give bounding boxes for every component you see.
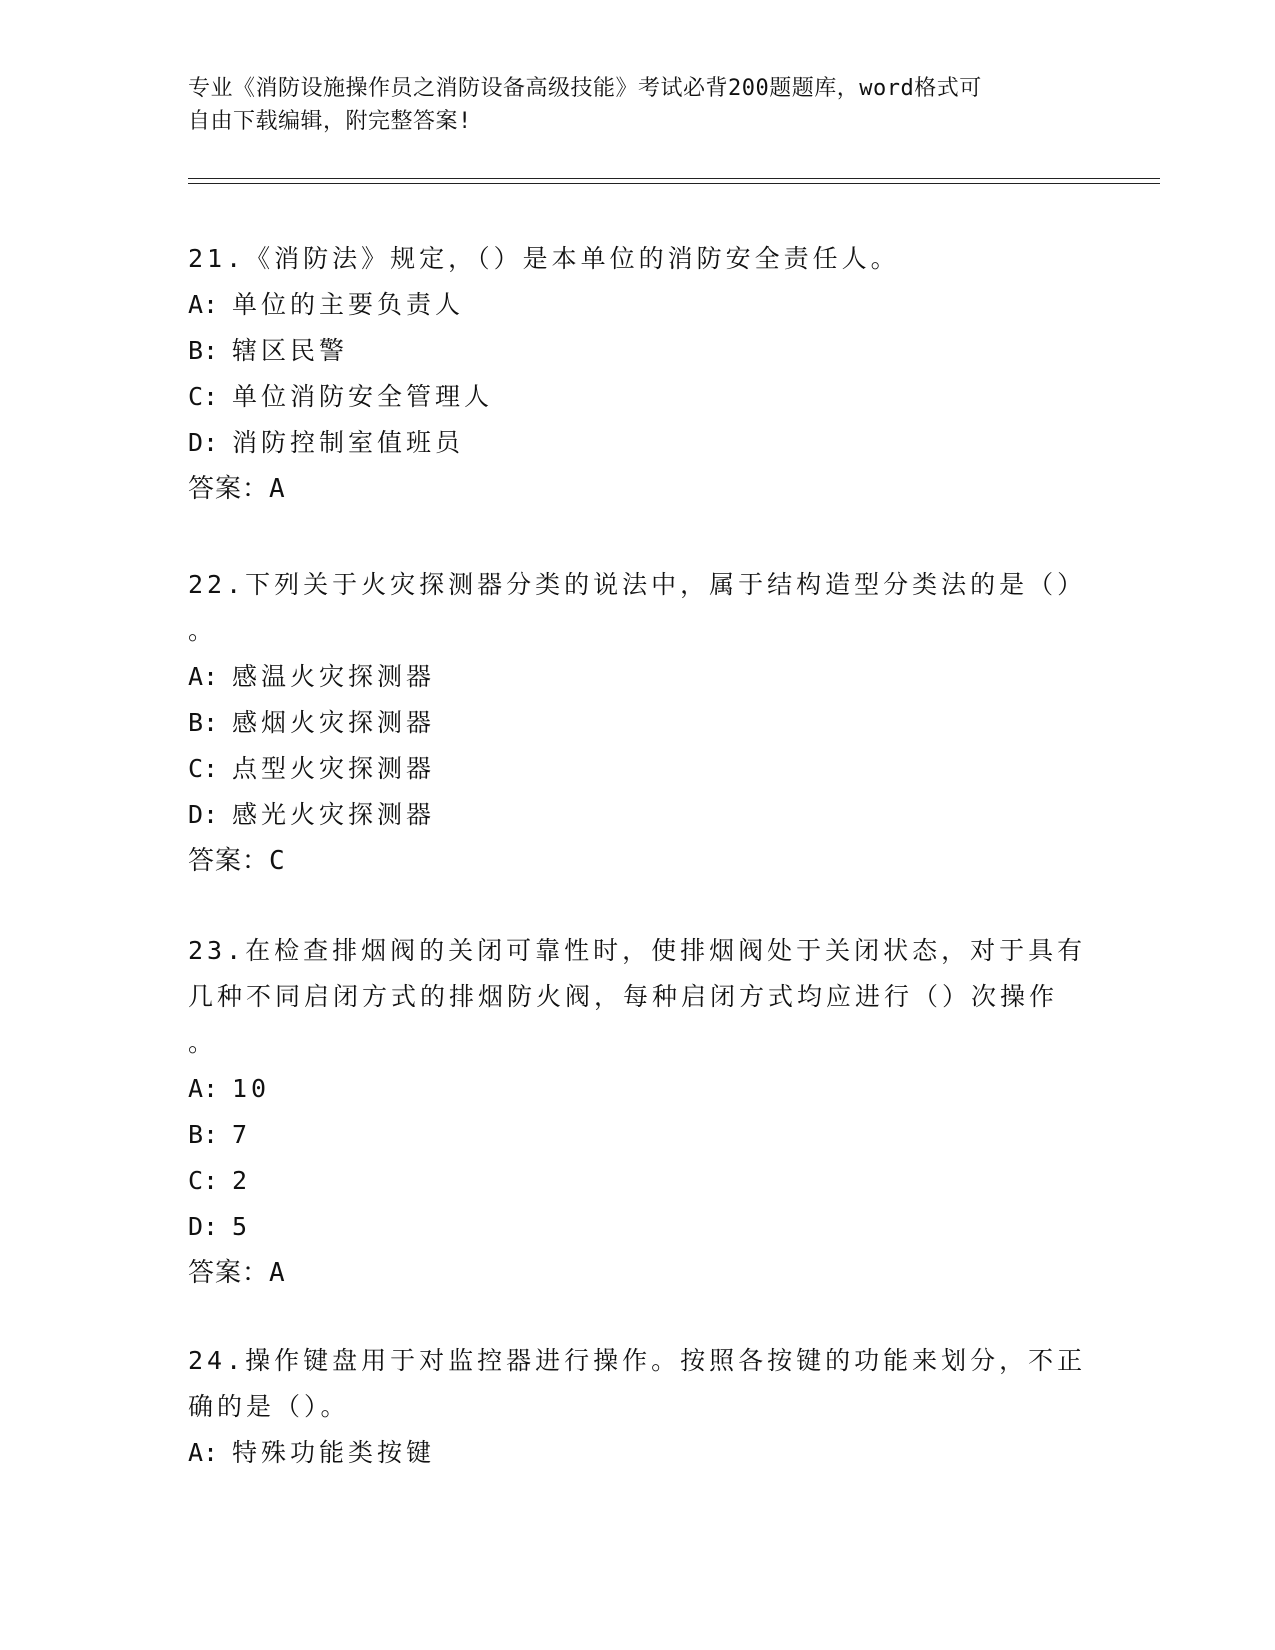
answer-value: C [269,846,286,876]
answer-line [188,838,1088,884]
option-text: 消防控制室值班员 [232,428,465,457]
option-a [188,654,1088,700]
question-stem-line: 。 [188,1028,218,1057]
option-text: 点型火灾探测器 [232,754,436,783]
question-stem-line: 23.在检查排烟阀的关闭可靠性时，使排烟阀处于关闭状态，对于具有 [188,936,1087,965]
option-key: C: [188,754,219,783]
option-key: B: [188,336,219,365]
option-d [188,420,1088,466]
question-stem-line: 21.《消防法》规定，（）是本单位的消防安全责任人。 [188,244,900,273]
option-d [188,1204,1088,1250]
option-text: 单位消防安全管理人 [232,382,494,411]
option-c [188,746,1088,792]
option-c [188,374,1088,420]
answer-label: 答案： [188,846,270,876]
document-header [188,72,1068,138]
question-21 [188,236,1088,512]
option-key: C: [188,1166,219,1195]
option-text: 单位的主要负责人 [232,290,465,319]
option-key: A: [188,1074,219,1103]
option-key: D: [188,428,219,457]
option-text: 2 [232,1166,252,1195]
option-key: B: [188,708,219,737]
option-key: C: [188,382,219,411]
option-c [188,1158,1088,1204]
question-stem-line: 22.下列关于火灾探测器分类的说法中，属于结构造型分类法的是（） [188,570,1087,599]
header-divider-bottom [188,183,1160,184]
header-line-1: 专业《消防设施操作员之消防设备高级技能》考试必背200题题库，word格式可 [188,76,982,101]
option-b [188,328,1088,374]
answer-value: A [269,1258,286,1288]
option-b [188,700,1088,746]
answer-line [188,466,1088,512]
question-stem-line: 。 [188,616,218,645]
option-text: 辖区民警 [232,336,349,365]
option-a [188,282,1088,328]
option-b [188,1112,1088,1158]
header-divider-top [188,178,1160,179]
option-text: 感光火灾探测器 [232,800,436,829]
question-stem-line: 确的是（）。 [188,1392,350,1421]
option-key: B: [188,1120,219,1149]
option-a [188,1430,1088,1476]
question-23 [188,928,1088,1296]
option-text: 10 [232,1074,271,1103]
option-text: 7 [232,1120,252,1149]
option-key: D: [188,1212,219,1241]
question-22 [188,562,1088,884]
answer-line [188,1250,1088,1296]
answer-label: 答案： [188,474,270,504]
question-24 [188,1338,1088,1476]
option-text: 感烟火灾探测器 [232,708,436,737]
option-text: 特殊功能类按键 [232,1438,436,1467]
option-key: D: [188,800,219,829]
option-text: 感温火灾探测器 [232,662,436,691]
option-d [188,792,1088,838]
question-stem-line: 24.操作键盘用于对监控器进行操作。按照各按键的功能来划分，不正 [188,1346,1087,1375]
answer-value: A [269,474,286,504]
option-key: A: [188,1438,219,1467]
option-a [188,1066,1088,1112]
option-text: 5 [232,1212,252,1241]
question-stem-line: 几种不同启闭方式的排烟防火阀，每种启闭方式均应进行（）次操作 [188,982,1059,1011]
header-line-2: 自由下载编辑，附完整答案! [188,109,472,134]
option-key: A: [188,290,219,319]
option-key: A: [188,662,219,691]
answer-label: 答案： [188,1258,270,1288]
